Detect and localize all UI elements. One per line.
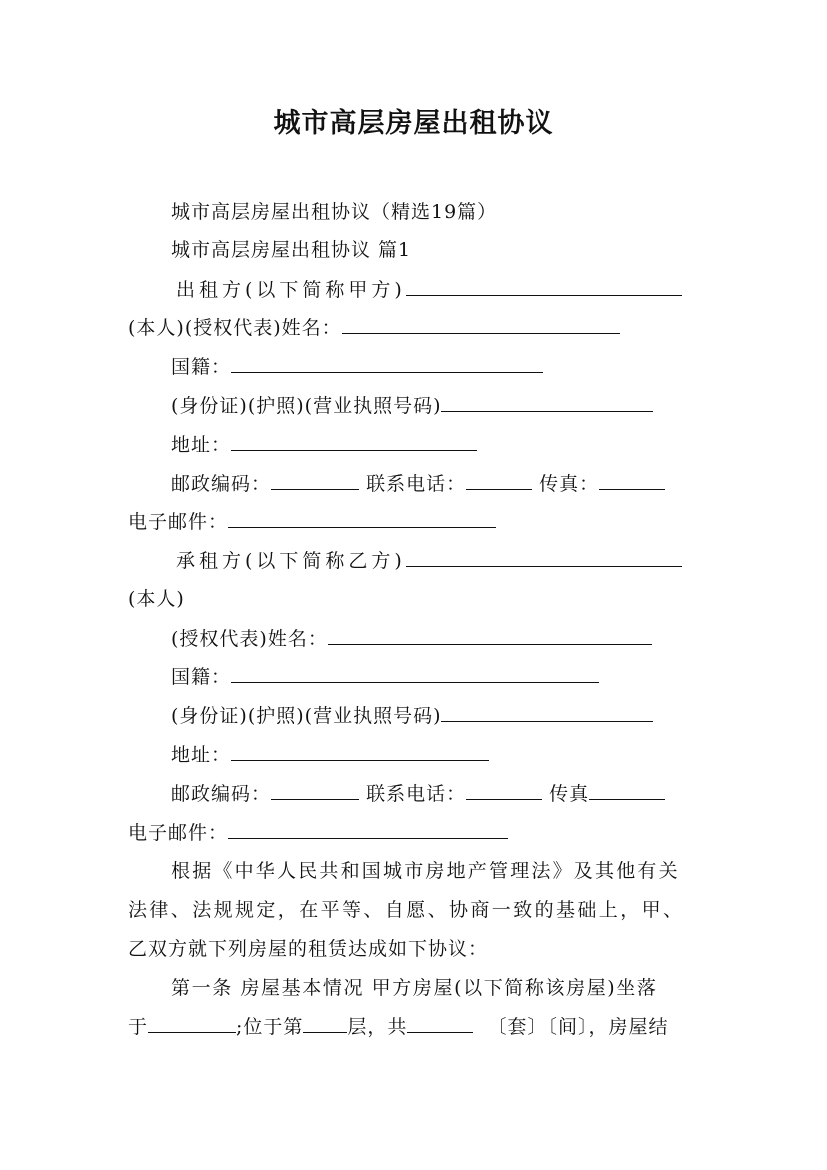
- section-heading: 城市高层房屋出租协议 篇1: [171, 239, 412, 261]
- lessor-id-blank[interactable]: [441, 393, 653, 412]
- lessee-contact-line: 邮政编码： 联系电话： 传真: [171, 781, 665, 806]
- lessee-name-line: (授权代表)姓名：: [171, 626, 652, 651]
- paragraph-line: 乙双方就下列房屋的租赁达成如下协议：: [128, 938, 489, 960]
- paragraph-line: 法律、法规规定，在平等、自愿、协商一致的基础上，甲、: [128, 899, 685, 921]
- lessor-nationality-blank[interactable]: [231, 354, 543, 373]
- lessor-fax-blank[interactable]: [599, 471, 665, 490]
- document-title: 城市高层房屋出租协议: [273, 108, 554, 139]
- lessee-self-line: (本人): [128, 588, 185, 610]
- lessor-line: 出租方(以下简称甲方): [176, 277, 682, 302]
- lessor-postcode-blank[interactable]: [271, 471, 359, 490]
- lessee-nationality-line: 国籍：: [171, 664, 599, 689]
- lessee-name-blank[interactable]: [328, 626, 652, 645]
- lessor-email-blank[interactable]: [228, 509, 496, 528]
- lessor-contact-line: 邮政编码： 联系电话： 传真：: [171, 471, 665, 496]
- lessee-fax-blank[interactable]: [589, 781, 665, 800]
- article-one-continued: 于 ;位于第 层，共 〔套〕〔间〕，房屋结: [128, 1016, 669, 1038]
- subtitle-line: 城市高层房屋出租协议（精选19篇）: [171, 201, 498, 223]
- lessee-nationality-blank[interactable]: [231, 664, 599, 683]
- lessee-email-blank[interactable]: [228, 820, 508, 839]
- lessee-address-line: 地址：: [171, 742, 489, 767]
- lessee-phone-blank[interactable]: [466, 781, 542, 800]
- lessee-id-line: (身份证)(护照)(营业执照号码): [171, 703, 653, 728]
- lessee-line: 承租方(以下简称乙方): [176, 548, 682, 573]
- lessor-email-line: 电子邮件：: [128, 509, 496, 534]
- lessee-postcode-blank[interactable]: [271, 781, 359, 800]
- lessor-name-line: (本人)(授权代表)姓名：: [128, 315, 620, 340]
- lessee-blank[interactable]: [406, 548, 682, 567]
- lessee-email-line: 电子邮件：: [128, 820, 508, 845]
- units-blank[interactable]: [407, 1014, 473, 1033]
- lessee-id-blank[interactable]: [441, 703, 653, 722]
- lessor-blank[interactable]: [406, 277, 682, 296]
- lessee-address-blank[interactable]: [231, 742, 489, 761]
- lessor-address-blank[interactable]: [231, 432, 477, 451]
- floor-blank[interactable]: [303, 1014, 347, 1033]
- location-blank[interactable]: [148, 1014, 236, 1033]
- lessor-id-line: (身份证)(护照)(营业执照号码): [171, 393, 653, 418]
- lessor-name-blank[interactable]: [342, 315, 620, 334]
- paragraph-line: 根据《中华人民共和国城市房地产管理法》及其他有关: [171, 860, 680, 882]
- lessor-address-line: 地址：: [171, 432, 477, 457]
- article-one-line: 第一条 房屋基本情况 甲方房屋(以下简称该房屋)坐落: [171, 977, 658, 999]
- lessor-nationality-line: 国籍：: [171, 354, 543, 379]
- lessor-phone-blank[interactable]: [466, 471, 532, 490]
